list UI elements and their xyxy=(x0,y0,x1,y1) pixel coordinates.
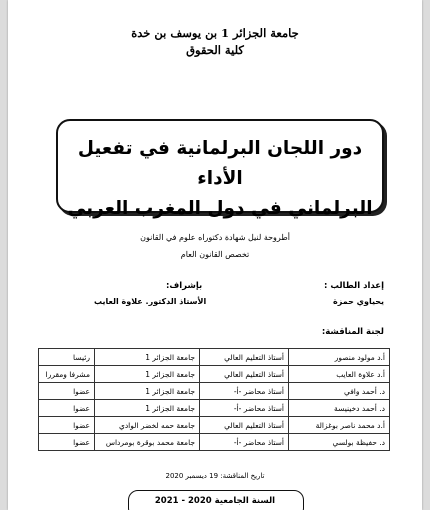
member-role: رئيسا xyxy=(39,349,95,366)
member-university: جامعة الجزائر 1 xyxy=(95,349,200,366)
member-rank: أستاذ محاضر -أ- xyxy=(200,434,289,451)
title-box xyxy=(56,119,384,219)
academic-year: السنة الجامعية 2020 - 2021 xyxy=(154,496,276,506)
member-role: مشرفا ومقررا xyxy=(39,366,95,383)
committee-row xyxy=(39,417,390,434)
title-line-1: دور اللجان البرلمانية في تفعيل الأداء xyxy=(77,138,363,189)
thesis-specialty: تخصص القانون العام xyxy=(180,250,250,259)
member-role: عضوا xyxy=(39,434,95,451)
thesis-purpose: أطروحة لنيل شهادة دكتوراه علوم في القانون xyxy=(140,233,290,242)
thesis-title xyxy=(58,134,382,224)
defense-date: تاريخ المناقشة: 19 ديسمبر 2020 xyxy=(165,472,265,480)
supervisor-name: الأستاذ الدكتور. علاوة العايب xyxy=(94,297,207,306)
committee-label: لجنة المناقشة: xyxy=(321,327,384,337)
committee-row xyxy=(39,434,390,451)
committee-row xyxy=(39,349,390,366)
university-header xyxy=(8,26,422,58)
supervisor-label: بإشراف: xyxy=(166,281,203,291)
member-role: عضوا xyxy=(39,400,95,417)
committee-table xyxy=(38,348,390,451)
committee-row xyxy=(39,400,390,417)
faculty-name: كلية الحقوق xyxy=(186,43,244,57)
member-rank: أستاذ محاضر -أ- xyxy=(200,383,289,400)
member-university: جامعة حمه لخضر الوادي xyxy=(95,417,200,434)
member-university: جامعة الجزائر 1 xyxy=(95,400,200,417)
title-line-2: البرلماني في دول المغرب العربي xyxy=(67,198,373,219)
member-rank: أستاذ التعليم العالي xyxy=(200,349,289,366)
member-role: عضوا xyxy=(39,417,95,434)
member-name: أ.د علاوة العايب xyxy=(289,366,390,383)
student-label: إعداد الطالب : xyxy=(324,281,384,291)
member-name: د. أحمد دخينيسة xyxy=(289,400,390,417)
student-name: يحياوي حمزة xyxy=(333,297,384,306)
committee-row xyxy=(39,383,390,400)
member-university: جامعة محمد بوقرة بومرداس xyxy=(95,434,200,451)
member-university: جامعة الجزائر 1 xyxy=(95,383,200,400)
member-university: جامعة الجزائر 1 xyxy=(95,366,200,383)
member-name: أ.د محمد ناصر بوغزالة xyxy=(289,417,390,434)
committee-row xyxy=(39,366,390,383)
member-name: د. حفيظة بولسي xyxy=(289,434,390,451)
member-rank: أستاذ التعليم العالي xyxy=(200,366,289,383)
member-rank: أستاذ محاضر -أ- xyxy=(200,400,289,417)
member-role: عضوا xyxy=(39,383,95,400)
member-name: د. أحمد وافي xyxy=(289,383,390,400)
member-name: أ.د مولود منصور xyxy=(289,349,390,366)
university-name: جامعة الجزائر 1 بن يوسف بن خدة xyxy=(131,26,299,40)
member-rank: أستاذ التعليم العالي xyxy=(200,417,289,434)
document-page xyxy=(8,0,422,510)
